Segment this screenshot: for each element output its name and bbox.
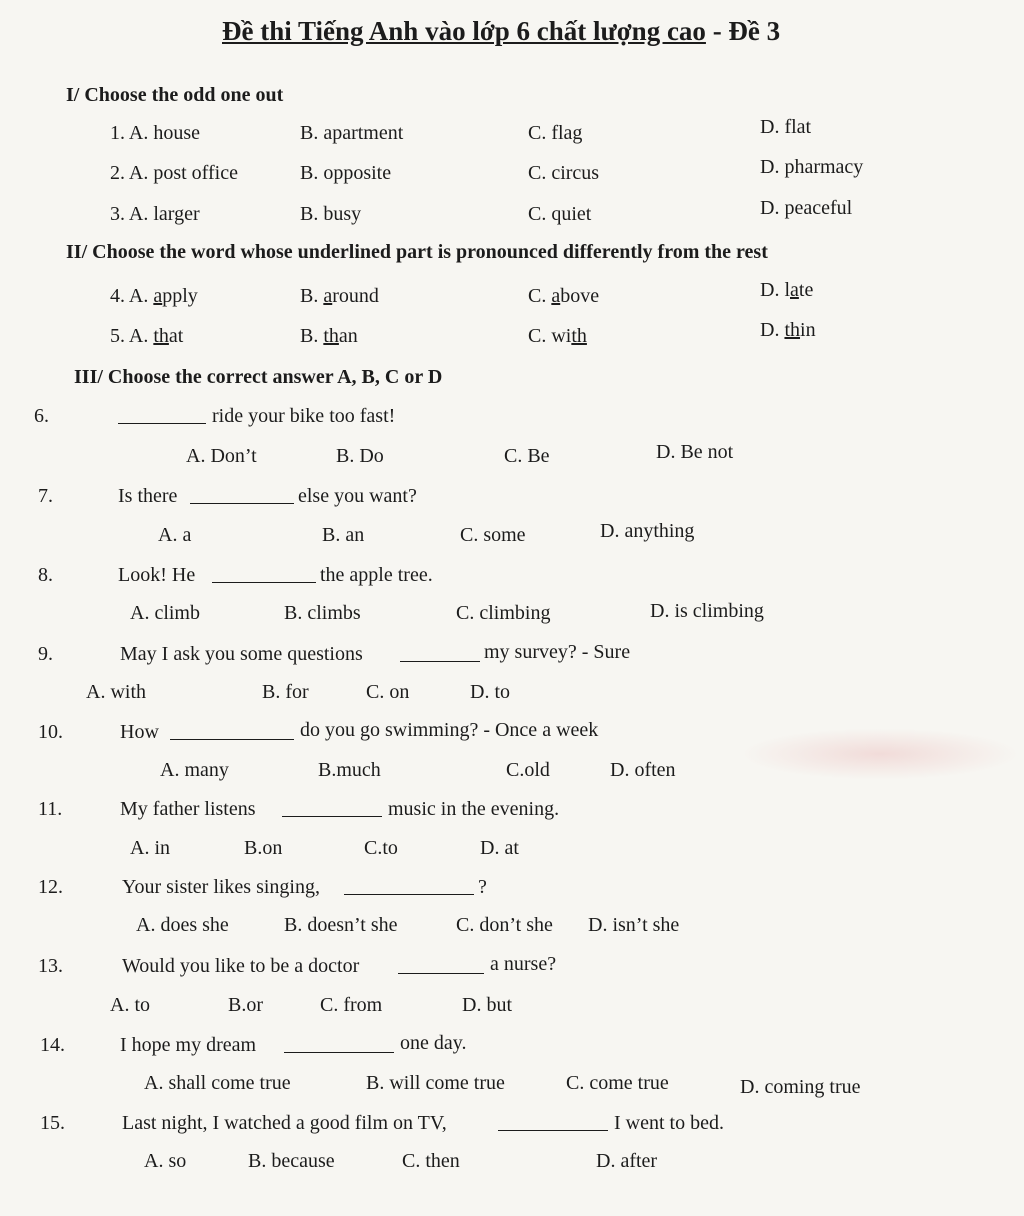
question-number: 12.	[38, 876, 63, 898]
option-prefix: C. wi	[528, 325, 572, 347]
question-number: 13.	[38, 955, 63, 977]
underlined-part: a	[153, 285, 163, 307]
option-suffix: round	[332, 285, 379, 307]
option-c: C. don’t she	[456, 914, 553, 936]
option-d: D. but	[462, 994, 512, 1016]
page-title	[222, 16, 780, 47]
option-b: B. will come true	[366, 1072, 505, 1094]
option-d: D. coming true	[740, 1076, 861, 1098]
option-c	[528, 325, 587, 348]
option-a: A. with	[86, 681, 146, 703]
question-row	[0, 876, 1024, 906]
option-d: D. anything	[600, 520, 695, 542]
option-a: A. climb	[130, 602, 200, 624]
option-c: C. Be	[504, 445, 550, 467]
underlined-part: th	[323, 325, 339, 347]
question-text-after: I went to bed.	[614, 1112, 724, 1134]
option-d: D. pharmacy	[760, 156, 864, 178]
option-prefix: D.	[760, 319, 785, 341]
option-c: C. quiet	[528, 203, 592, 225]
option-b: B.or	[228, 994, 263, 1016]
option-d: D. peaceful	[760, 197, 853, 219]
part1-row-3	[0, 197, 1024, 233]
option-a: A. many	[160, 759, 229, 781]
option-prefix: B.	[300, 285, 324, 307]
option-prefix: C.	[528, 285, 552, 307]
option-c: C.old	[506, 759, 550, 781]
question-row	[0, 1112, 1024, 1142]
underlined-part: th	[571, 325, 587, 347]
answer-blank	[282, 798, 382, 823]
option-d: D. isn’t she	[588, 914, 680, 936]
option-a: 1. A. house	[110, 122, 200, 144]
option-a: A. in	[130, 837, 170, 859]
options-row	[0, 994, 1024, 1024]
option-a: 2. A. post office	[110, 162, 238, 184]
question-number: 15.	[40, 1112, 65, 1134]
question-number: 14.	[40, 1034, 65, 1056]
part1-row-2	[0, 156, 1024, 192]
option-b	[300, 285, 379, 308]
question-text-before: Would you like to be a doctor	[122, 955, 360, 977]
option-b: B. doesn’t she	[284, 914, 398, 936]
option-b: B.on	[244, 837, 283, 859]
question-text-after: music in the evening.	[388, 798, 560, 820]
option-prefix: B.	[300, 325, 324, 347]
option-b: B. climbs	[284, 602, 361, 624]
option-d: D. flat	[760, 116, 812, 138]
underlined-part: th	[153, 325, 169, 347]
question-text-before: Last night, I watched a good film on TV,	[122, 1112, 447, 1134]
option-a: A. shall come true	[144, 1072, 291, 1094]
option-prefix: 4. A.	[110, 285, 154, 307]
question-number: 9.	[38, 643, 53, 665]
option-suffix: pply	[162, 285, 198, 307]
answer-blank	[398, 955, 484, 980]
option-a: A. so	[144, 1150, 187, 1172]
option-c: C. on	[366, 681, 410, 703]
option-b: B. because	[248, 1150, 335, 1172]
question-text-before: Your sister likes singing,	[122, 876, 320, 898]
options-row	[0, 914, 1024, 944]
option-d	[760, 279, 813, 302]
underlined-part: th	[784, 319, 801, 341]
question-text-before: My father listens	[120, 798, 256, 820]
question-row	[0, 1034, 1024, 1064]
question-text-after: else you want?	[298, 485, 417, 507]
option-a: A. Don’t	[186, 445, 257, 467]
option-b: B. apartment	[300, 122, 404, 144]
question-number: 7.	[38, 485, 53, 507]
option-c: C. climbing	[456, 602, 551, 624]
option-d: D. at	[480, 837, 519, 859]
question-row	[0, 955, 1024, 985]
question-number: 10.	[38, 721, 63, 743]
option-d	[760, 319, 816, 342]
question-text-after: a nurse?	[490, 953, 557, 975]
answer-blank	[170, 721, 294, 746]
question-row	[0, 564, 1024, 594]
option-prefix: 5. A.	[110, 325, 154, 347]
option-b: B. an	[322, 524, 365, 546]
option-a	[110, 285, 198, 308]
options-row	[0, 441, 1024, 475]
option-c	[528, 285, 599, 308]
underlined-part: a	[790, 279, 799, 301]
title-suffix: - Đề 3	[705, 16, 781, 46]
question-text-after: the apple tree.	[320, 564, 433, 586]
option-c: C. from	[320, 994, 383, 1016]
option-d: D. after	[596, 1150, 658, 1172]
option-b	[300, 325, 358, 348]
option-a: A. does she	[136, 914, 229, 936]
question-text-after: ?	[478, 876, 487, 898]
paper-smudge	[740, 728, 1020, 780]
answer-blank	[284, 1034, 394, 1059]
question-text-before: Look! He	[118, 564, 196, 586]
option-d: D. to	[470, 681, 510, 703]
option-a: 3. A. larger	[110, 203, 200, 225]
option-a: A. to	[110, 994, 150, 1016]
answer-blank	[400, 643, 480, 668]
underlined-part: a	[323, 285, 333, 307]
options-row	[0, 602, 1024, 632]
section-3-heading: III/ Choose the correct answer A, B, C or D	[74, 366, 443, 388]
question-text-before: May I ask you some questions	[120, 643, 363, 665]
option-suffix: in	[800, 319, 816, 341]
question-number: 6.	[34, 405, 49, 427]
question-text-after: one day.	[400, 1032, 467, 1054]
options-row	[0, 837, 1024, 867]
title-main: Đề thi Tiếng Anh vào lớp 6 chất lượng cao	[222, 16, 706, 46]
section-1-heading: I/ Choose the odd one out	[66, 84, 284, 106]
part1-row-1	[0, 116, 1024, 152]
option-suffix: at	[168, 325, 184, 347]
options-row	[0, 681, 1024, 711]
question-text-after: ride your bike too fast!	[212, 405, 396, 427]
question-text-before: How	[120, 721, 159, 743]
option-b: B. opposite	[300, 162, 392, 184]
option-c: C. flag	[528, 122, 583, 144]
question-text-after: my survey? - Sure	[484, 641, 631, 663]
option-c: C.to	[364, 837, 398, 859]
underlined-part: a	[551, 285, 561, 307]
option-c: C. circus	[528, 162, 600, 184]
option-suffix: te	[798, 279, 814, 301]
option-c: C. come true	[566, 1072, 669, 1094]
option-suffix: bove	[560, 285, 600, 307]
option-d: D. is climbing	[650, 600, 764, 622]
question-text-before: I hope my dream	[120, 1034, 257, 1056]
answer-blank	[190, 485, 294, 510]
question-row	[0, 798, 1024, 828]
option-prefix: D. l	[760, 279, 790, 301]
section-2-heading: II/ Choose the word whose underlined part is pronounced differently from the rest	[66, 241, 768, 263]
answer-blank	[118, 405, 206, 430]
answer-blank	[498, 1112, 608, 1137]
option-b: B. for	[262, 681, 309, 703]
question-text-before: Is there	[118, 485, 178, 507]
option-c: C. then	[402, 1150, 460, 1172]
question-text-after: do you go swimming? - Once a week	[300, 719, 599, 741]
part2-row-4	[0, 279, 1024, 315]
options-row	[0, 1150, 1024, 1180]
question-row	[0, 485, 1024, 515]
options-row	[0, 520, 1024, 554]
option-d: D. often	[610, 759, 676, 781]
options-row	[0, 1072, 1024, 1102]
option-b: B.much	[318, 759, 381, 781]
question-number: 11.	[38, 798, 63, 820]
option-a	[110, 325, 183, 348]
option-b: B. Do	[336, 445, 384, 467]
answer-blank	[344, 876, 474, 901]
option-b: B. busy	[300, 203, 362, 225]
part2-row-5	[0, 319, 1024, 355]
question-row	[0, 405, 1024, 435]
option-a: A. a	[158, 524, 192, 546]
option-d: D. Be not	[656, 441, 734, 463]
option-suffix: an	[338, 325, 358, 347]
question-number: 8.	[38, 564, 53, 586]
option-c: C. some	[460, 524, 526, 546]
question-row	[0, 643, 1024, 673]
answer-blank	[212, 564, 316, 589]
